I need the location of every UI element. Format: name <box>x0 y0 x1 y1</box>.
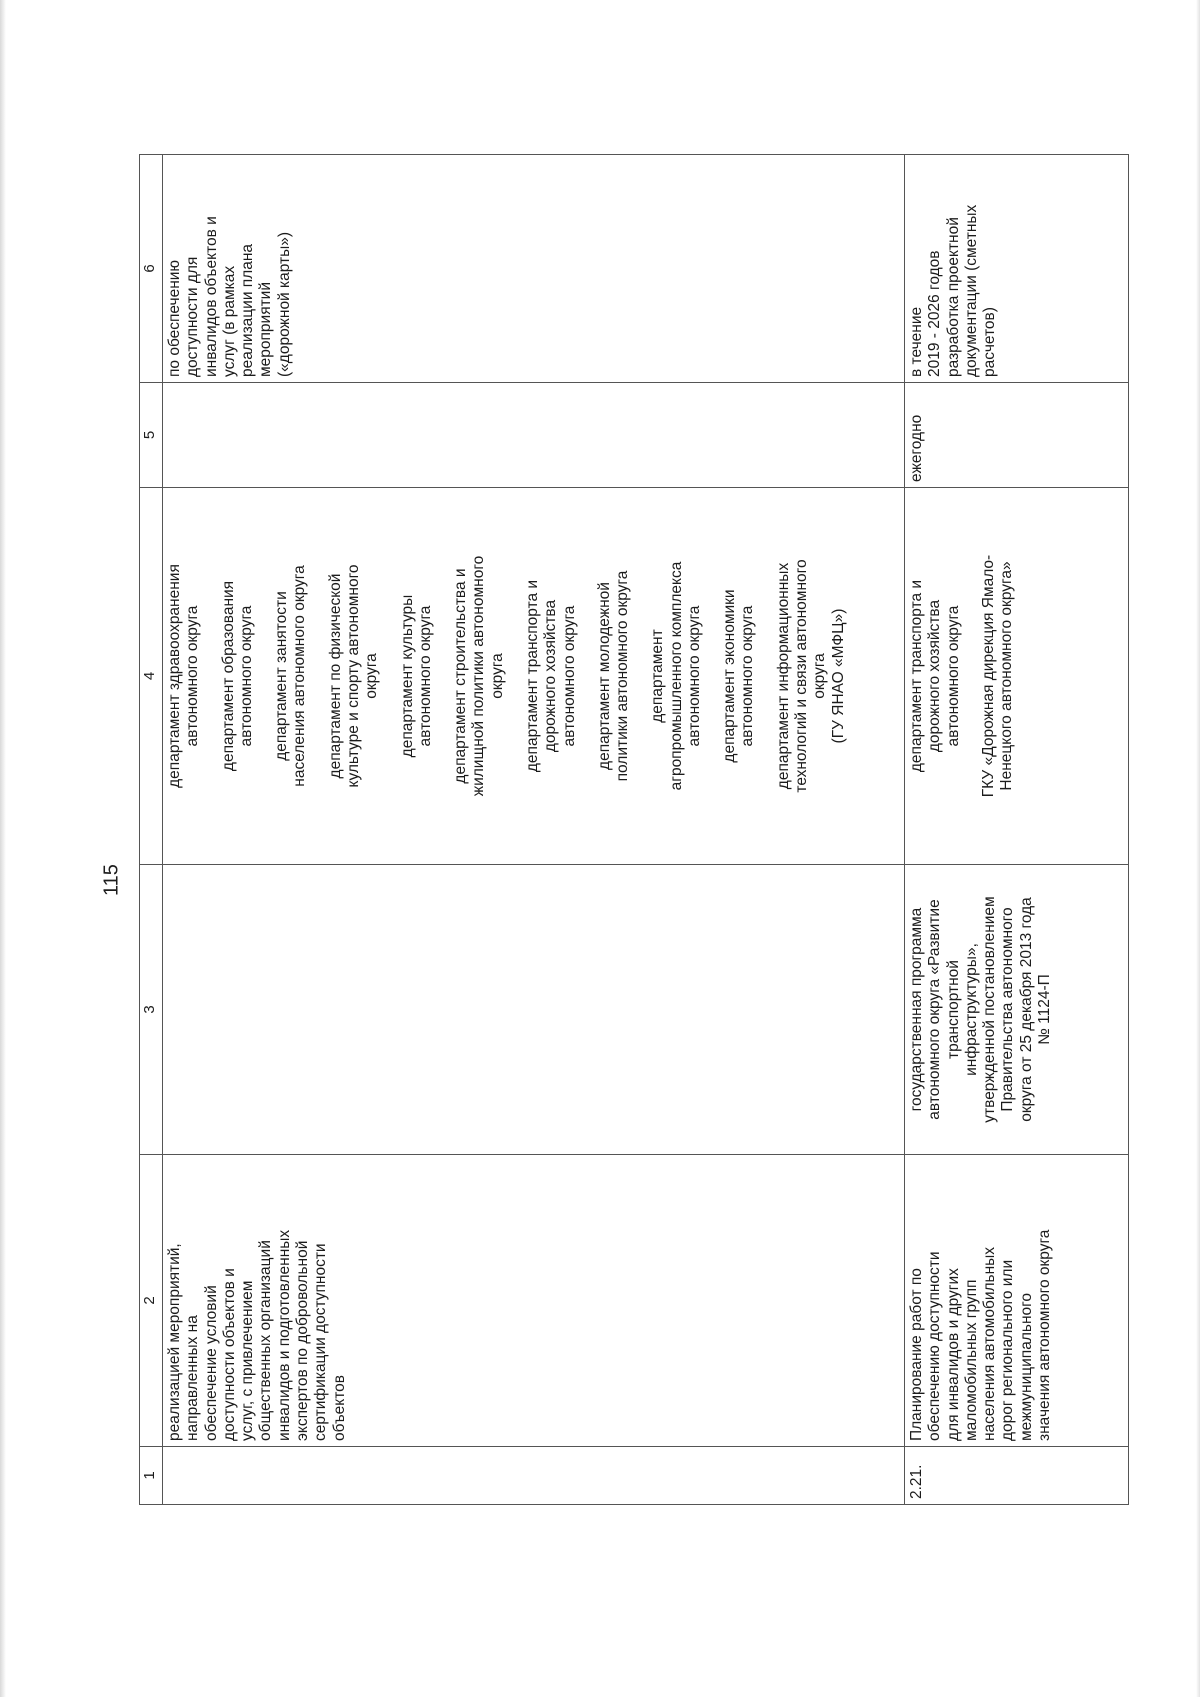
expected-result-cell: по обеспечению доступности для инвалидов объектов и услуг (в рамках реализации плана мероприятий («дорожной карты») <box>163 155 905 383</box>
measure-description-cell: реализацией мероприятий, направленных на обеспечение условий доступности объектов и услуг, с привлечением общественных организаций инвалидов и подготовленных экспертов по добровольной сертификации доступности объектов <box>163 1155 905 1447</box>
expected-result-cell: в течение 2019 - 2026 годов разработка проектной документации (сметных расчетов) <box>905 155 1129 383</box>
executor-entry: департамент информационных технологий и связи автономного округа (ГУ ЯНАО «МФЦ») <box>774 559 847 793</box>
executor-entry: департамент молодежной политики автономного округа <box>595 570 632 782</box>
row-number-cell <box>163 1447 905 1505</box>
header-col-5: 5 <box>140 383 163 488</box>
measure-description-cell: Планирование работ по обеспечению доступности для инвалидов и других маломобильных групп населения автомобильных дорог регионального или межмуниципального значения автономного округа <box>905 1155 1129 1447</box>
scan-edge-left <box>0 0 6 1697</box>
table-row <box>163 155 905 1505</box>
row-number-cell: 2.21. <box>905 1447 1129 1505</box>
executor-entry: департамент строительства и жилищной политики автономного округа <box>452 555 506 797</box>
scan-edge-right <box>1196 0 1200 1697</box>
executor-entry: департамент образования автономного округа <box>219 580 255 772</box>
responsible-executors-cell <box>163 488 905 865</box>
executor-entry: департамент по физической культуре и спорту автономного округа <box>326 564 381 788</box>
header-col-4: 4 <box>140 488 163 865</box>
executor-entry: департамент транспорта и дорожного хозяйства автономного округа <box>523 579 578 773</box>
table-header-row <box>140 155 163 1505</box>
table-row <box>905 155 1129 1505</box>
header-col-1: 1 <box>140 1447 163 1505</box>
measures-table <box>139 154 1129 1505</box>
basis-document-cell: государственная программа автономного округа «Развитие транспортной инфраструктуры», утвержденной постановлением Правительства автономного округа от 25 декабря 2013 года № 1124-П <box>905 865 1129 1155</box>
executor-entry: департамент занятости населения автономного округа <box>273 565 309 787</box>
page-number: 115 <box>100 864 123 896</box>
header-col-3: 3 <box>140 865 163 1155</box>
basis-document-cell <box>163 865 905 1155</box>
executor-entry: департамент транспорта и дорожного хозяйства автономного округа <box>908 579 962 773</box>
deadline-cell: ежегодно <box>905 383 1129 488</box>
header-col-6: 6 <box>140 155 163 383</box>
executor-entry: департамент экономики автономного округа <box>721 589 757 763</box>
responsible-executors-cell <box>905 488 1129 865</box>
executor-entry: департамент культуры автономного округа <box>398 594 434 758</box>
executor-entry: департамент здравоохранения автономного округа <box>166 564 202 788</box>
executor-entry: ГКУ «Дорожная дирекция Ямало- Ненецкого автономного округа» <box>979 554 1016 798</box>
header-col-2: 2 <box>140 1155 163 1447</box>
rotated-table-frame <box>139 155 1129 1505</box>
executor-entry: департамент агропромышленного комплекса автономного округа <box>649 561 703 791</box>
deadline-cell <box>163 383 905 488</box>
